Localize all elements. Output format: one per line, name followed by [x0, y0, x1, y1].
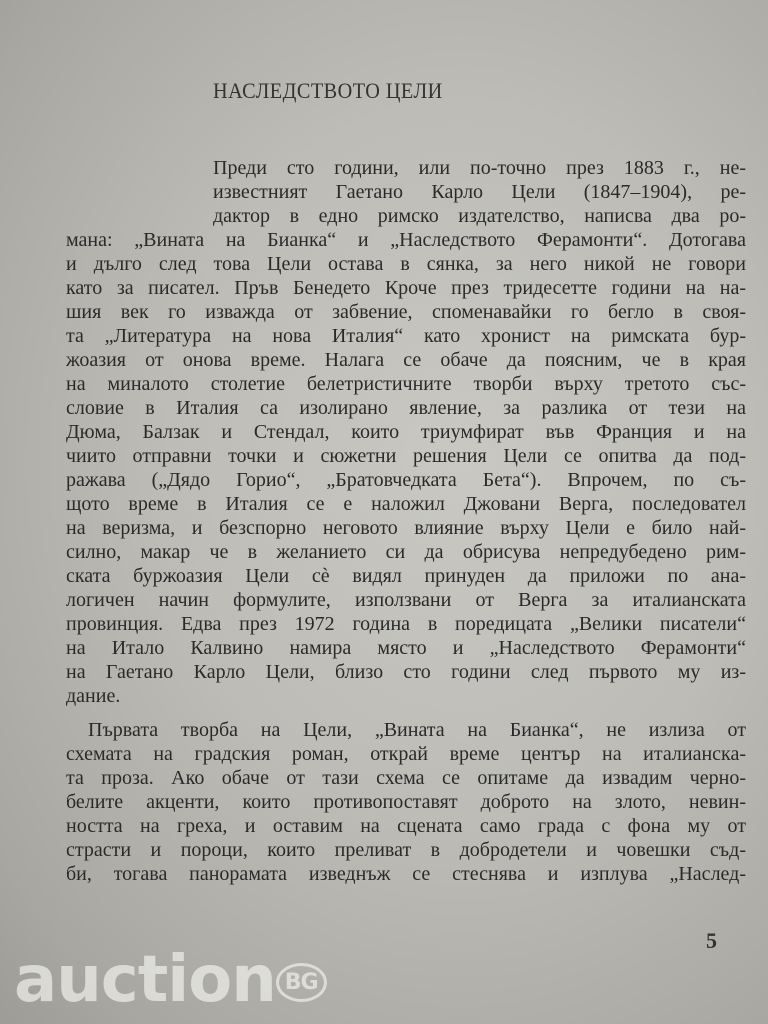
text-line: чиито отправни точки и сюжетни решения Цели се опитва да под- — [66, 445, 746, 467]
text-line: известният Гаетано Карло Цели (1847–1904), ре- — [213, 181, 746, 203]
text-line: схемата на градския роман, открай време център на италианска- — [66, 743, 746, 765]
text-line: мана: „Вината на Бианка“ и „Наследството Ферамонти“. Дотогава — [66, 229, 746, 251]
text-line: дактор в едно римско издателство, написва два ро- — [213, 205, 746, 227]
text-line: на веризма, и безспорно неговото влияние върху Цели е било най- — [66, 517, 746, 539]
text-line: провинция. Едва през 1972 година в поредицата „Велики писатели“ — [66, 613, 746, 635]
paragraph-gap — [66, 708, 746, 718]
text-line: Първата творба на Цели, „Вината на Бианка“, не излиза от — [88, 719, 746, 741]
text-line: страсти и пороци, които преливат в добродетели и човешки съд- — [66, 839, 746, 861]
text-line: та „Литература на нова Италия“ като хронист на римската бур- — [66, 325, 746, 347]
text-line: Преди сто години, или по-точно през 1883 г., не- — [213, 157, 746, 179]
text-line: ражава („Дядо Горио“, „Братовчедката Бета“). Впрочем, по съ- — [66, 469, 746, 491]
text-line: Дюма, Балзак и Стендал, които триумфират във Франция и на — [66, 421, 746, 443]
text-line: на Гаетано Карло Цели, близо сто години след първото му из- — [66, 661, 746, 683]
text-line: като за писател. Пръв Бенедето Кроче през тридесетте години на на- — [66, 277, 746, 299]
text-line: словие в Италия са изолирано явление, за разлика от тези на — [66, 397, 746, 419]
text-line: ността на греха, и оставим на сцената само града с фона му от — [66, 815, 746, 837]
body-text — [66, 156, 746, 886]
text-line: на миналото столетие белетристичните творби върху третото със- — [66, 373, 746, 395]
text-line: дание. — [66, 685, 121, 707]
watermark-suffix: BG — [276, 963, 327, 1002]
page-number: 5 — [706, 928, 717, 953]
text-line: белите акценти, които противопоставят доброто на злото, невин- — [66, 791, 746, 813]
text-line: и дълго след това Цели остава в сянка, за него никой не говори — [66, 253, 746, 275]
text-line: на Итало Калвино намира място и „Наследството Ферамонти“ — [66, 637, 746, 659]
text-line: би, тогава панорамата изведнъж се стеснява и изплува „Наслед- — [66, 863, 746, 885]
text-line: та проза. Ако обаче от тази схема се опитаме да извадим черно- — [66, 767, 746, 789]
text-line: ската буржоазия Цели сѐ видял принуден да приложи по ана- — [66, 565, 746, 587]
text-line: шия век го изважда от забвение, споменавайки го бегло в своя- — [66, 301, 746, 323]
text-line: жоазия от онова време. Налага се обаче да поясним, че в края — [66, 349, 746, 371]
text-line: логичен начин формулите, използвани от Верга за италианската — [66, 589, 746, 611]
text-line: силно, макар че в желанието си да обрисува непредубедено рим- — [66, 541, 746, 563]
text-line: щото време в Италия се е наложил Джовани Верга, последовател — [66, 493, 746, 515]
watermark-logo — [14, 944, 327, 1019]
watermark-text: auction — [14, 943, 276, 1017]
chapter-title: НАСЛЕДСТВОТО ЦЕЛИ — [213, 78, 443, 103]
